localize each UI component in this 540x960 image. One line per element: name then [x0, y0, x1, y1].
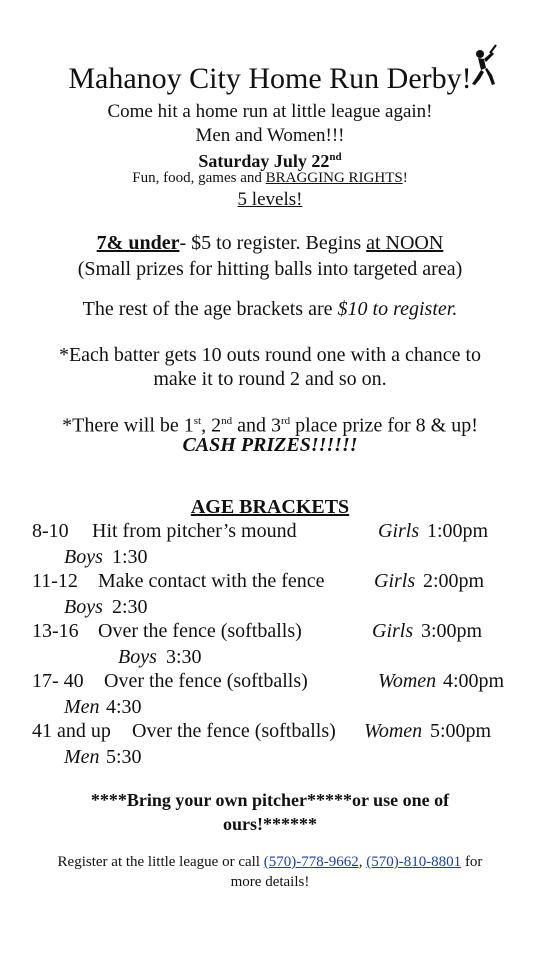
- fun-line: [0, 168, 540, 188]
- bracket-desc: Over the fence (softballs): [132, 720, 336, 742]
- bracket-age: 13-16: [32, 620, 79, 642]
- fun-prefix: Fun, food, games and: [132, 170, 266, 186]
- rest-prefix: The rest of the age brackets are: [82, 298, 338, 320]
- intro-line-1: Come hit a home run at little league again!: [107, 101, 433, 122]
- rest-price: $10 to register.: [337, 298, 458, 320]
- prizes-sup-2: nd: [221, 415, 233, 427]
- baseball-batter-icon: [468, 44, 498, 88]
- bragging-rights: BRAGGING RIGHTS: [265, 170, 403, 186]
- prizes-part-4: place prize for 8 & up!: [290, 414, 478, 437]
- bracket-boys-time: 4:30: [106, 696, 142, 718]
- rest-line: [0, 296, 540, 322]
- bracket-girls-label: Women: [378, 670, 437, 692]
- bracket-girls-label: Girls: [374, 570, 416, 592]
- rules-line-1: *Each batter gets 10 outs round one with a chance to: [58, 344, 482, 366]
- bracket-boys-label: Men: [64, 746, 100, 768]
- bracket-desc: Hit from pitcher’s mound: [92, 520, 297, 542]
- bracket-girls-label: Girls: [378, 520, 420, 542]
- footer-prefix: Register at the little league or call: [57, 854, 264, 870]
- phone-link-2[interactable]: (570)-810-8801: [366, 854, 462, 870]
- bracket-age: 11-12: [32, 570, 78, 592]
- prizes-sup-1: st: [193, 415, 202, 427]
- under7-line: [0, 230, 540, 256]
- bracket-boys-time: 1:30: [112, 546, 148, 568]
- under7-note: (Small prizes for hitting balls into targeted area): [77, 258, 463, 280]
- pitcher-line-1: ****Bring your own pitcher*****or use one of: [90, 790, 450, 810]
- levels-line: 5 levels!: [237, 189, 303, 210]
- age-brackets-heading: AGE BRACKETS: [190, 496, 350, 518]
- pitcher-line-2: ours!******: [223, 814, 317, 834]
- phone-link-1[interactable]: (570)-778-9662: [263, 854, 359, 870]
- under7-label: 7& under: [96, 232, 180, 254]
- footer-separator: ,: [358, 854, 367, 870]
- bracket-desc: Make contact with the fence: [98, 570, 325, 592]
- bracket-boys-label: Boys: [64, 596, 103, 618]
- bracket-girls-time: 5:00pm: [430, 720, 492, 742]
- under7-time: at NOON: [366, 232, 444, 254]
- bracket-girls-time: 2:00pm: [423, 570, 485, 592]
- bracket-boys-time: 5:30: [106, 746, 142, 768]
- footer-line-1: [0, 852, 540, 872]
- footer-line-2: more details!: [230, 874, 310, 890]
- fun-suffix: !: [402, 170, 408, 186]
- bracket-desc: Over the fence (softballs): [104, 670, 308, 692]
- rules-line-2: make it to round 2 and so on.: [153, 368, 387, 390]
- bracket-girls-time: 4:00pm: [443, 670, 505, 692]
- prizes-part-3: and 3: [232, 414, 281, 437]
- bracket-boys-time: 3:30: [166, 646, 202, 668]
- event-date-text: Saturday July 22: [198, 151, 330, 171]
- event-date-suffix: nd: [329, 151, 342, 163]
- bracket-girls-time: 3:00pm: [421, 620, 483, 642]
- bracket-girls-label: Girls: [372, 620, 414, 642]
- under7-text: - $5 to register. Begins: [179, 232, 367, 254]
- bracket-age: 17- 40: [32, 670, 84, 692]
- bracket-age: 8-10: [32, 520, 69, 542]
- prizes-part-2: , 2: [201, 414, 222, 437]
- bracket-boys-label: Men: [64, 696, 100, 718]
- bracket-girls-label: Women: [364, 720, 423, 742]
- footer-suffix: for: [461, 854, 483, 870]
- prizes-sup-3: rd: [280, 415, 291, 427]
- bracket-boys-label: Boys: [64, 546, 103, 568]
- prizes-part-1: *There will be 1: [62, 414, 194, 437]
- bracket-age: 41 and up: [32, 720, 111, 742]
- bracket-boys-time: 2:30: [112, 596, 148, 618]
- cash-prizes: CASH PRIZES!!!!!!: [182, 434, 358, 456]
- bracket-boys-label: Boys: [118, 646, 157, 668]
- flyer-title: Mahanoy City Home Run Derby!: [68, 62, 472, 95]
- intro-line-2: Men and Women!!!: [195, 125, 345, 146]
- bracket-desc: Over the fence (softballs): [98, 620, 302, 642]
- bracket-girls-time: 1:00pm: [427, 520, 489, 542]
